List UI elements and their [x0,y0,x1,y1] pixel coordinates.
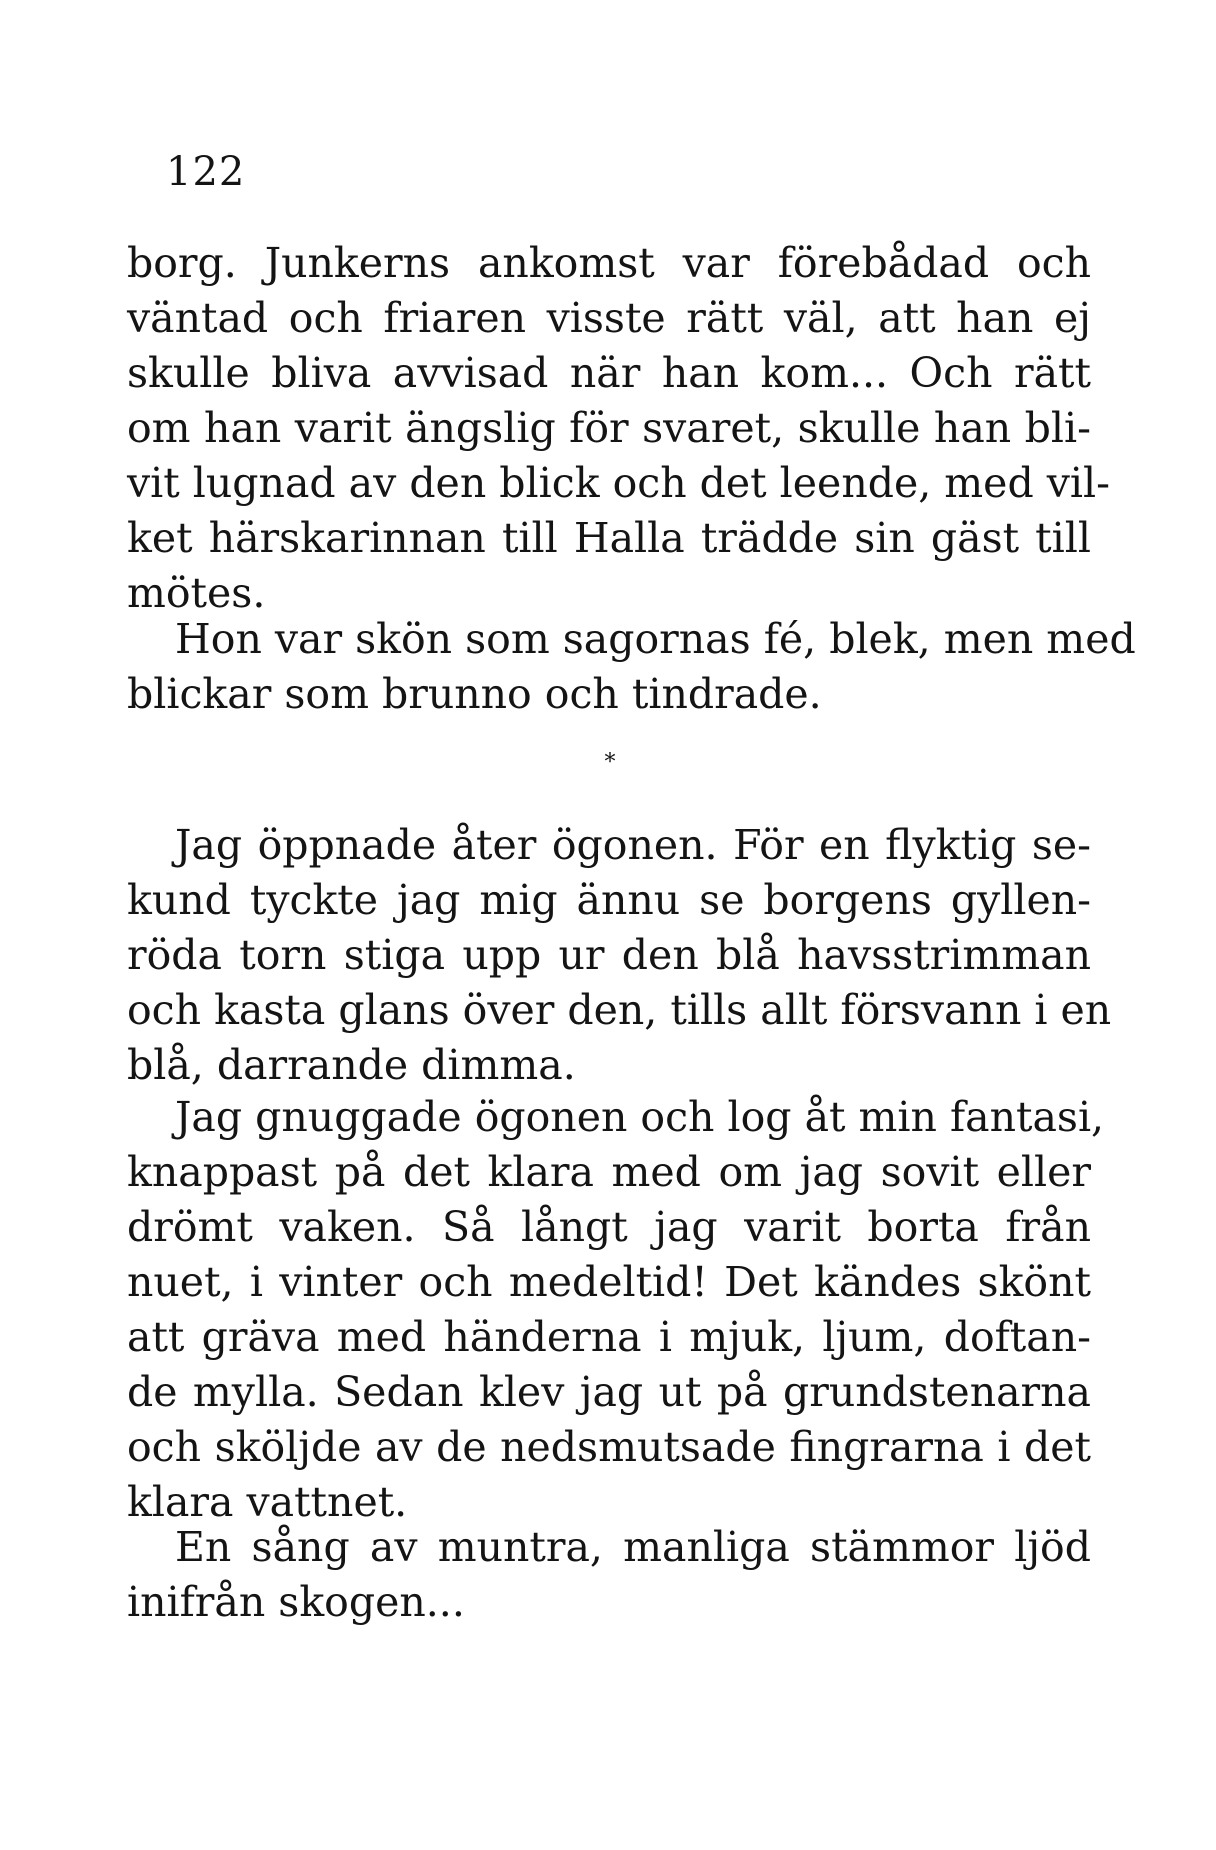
text-line: blickar som brunno och tindrade. [127,670,822,718]
text-line: blå, darrande dimma. [127,1041,576,1089]
section-separator-asterisk: * [604,750,616,775]
text-line: och sköljde av de nedsmutsade fingrarna i det [127,1423,1091,1471]
text-line: Hon var skön som sagornas fé, blek, men med [175,615,1136,663]
paragraph [127,818,1112,1093]
paragraph [127,236,1110,621]
text-line: klara vattnet. [127,1478,408,1526]
text-line: Jag gnuggade ögonen och log åt min fantasi, [175,1093,1105,1141]
text-line: att gräva med händerna i mjuk, ljum, doftan- [127,1313,1091,1361]
text-line: En sång av muntra, manliga stämmor ljöd [175,1523,1091,1571]
text-line: väntad och friaren visste rätt väl, att han ej [127,294,1091,342]
text-line: inifrån skogen... [127,1578,465,1626]
text-line: kund tyckte jag mig ännu se borgens gyllen- [127,876,1091,924]
text-line: Jag öppnade åter ögonen. För en flyktig se- [175,821,1091,869]
paragraph [127,612,1136,722]
text-line: nuet, i vinter och medeltid! Det kändes skönt [127,1258,1091,1306]
text-line: skulle bliva avvisad när han kom... Och rätt [127,349,1091,397]
page-number: 122 [166,149,246,195]
text-line: om han varit ängslig för svaret, skulle han bli- [127,404,1091,452]
text-line: röda torn stiga upp ur den blå havsstrimman [127,931,1091,979]
text-line: borg. Junkerns ankomst var förebådad och [127,239,1091,287]
text-line: mötes. [127,569,266,617]
paragraph [127,1520,1091,1630]
text-line: de mylla. Sedan klev jag ut på grundstenarna [127,1368,1091,1416]
paragraph [127,1090,1105,1530]
text-line: vit lugnad av den blick och det leende, med vil- [127,459,1110,507]
text-line: knappast på det klara med om jag sovit eller [127,1148,1091,1196]
text-line: och kasta glans över den, tills allt försvann i en [127,986,1112,1034]
text-line: ket härskarinnan till Halla trädde sin gäst till [127,514,1091,562]
text-line: drömt vaken. Så långt jag varit borta från [127,1203,1091,1251]
